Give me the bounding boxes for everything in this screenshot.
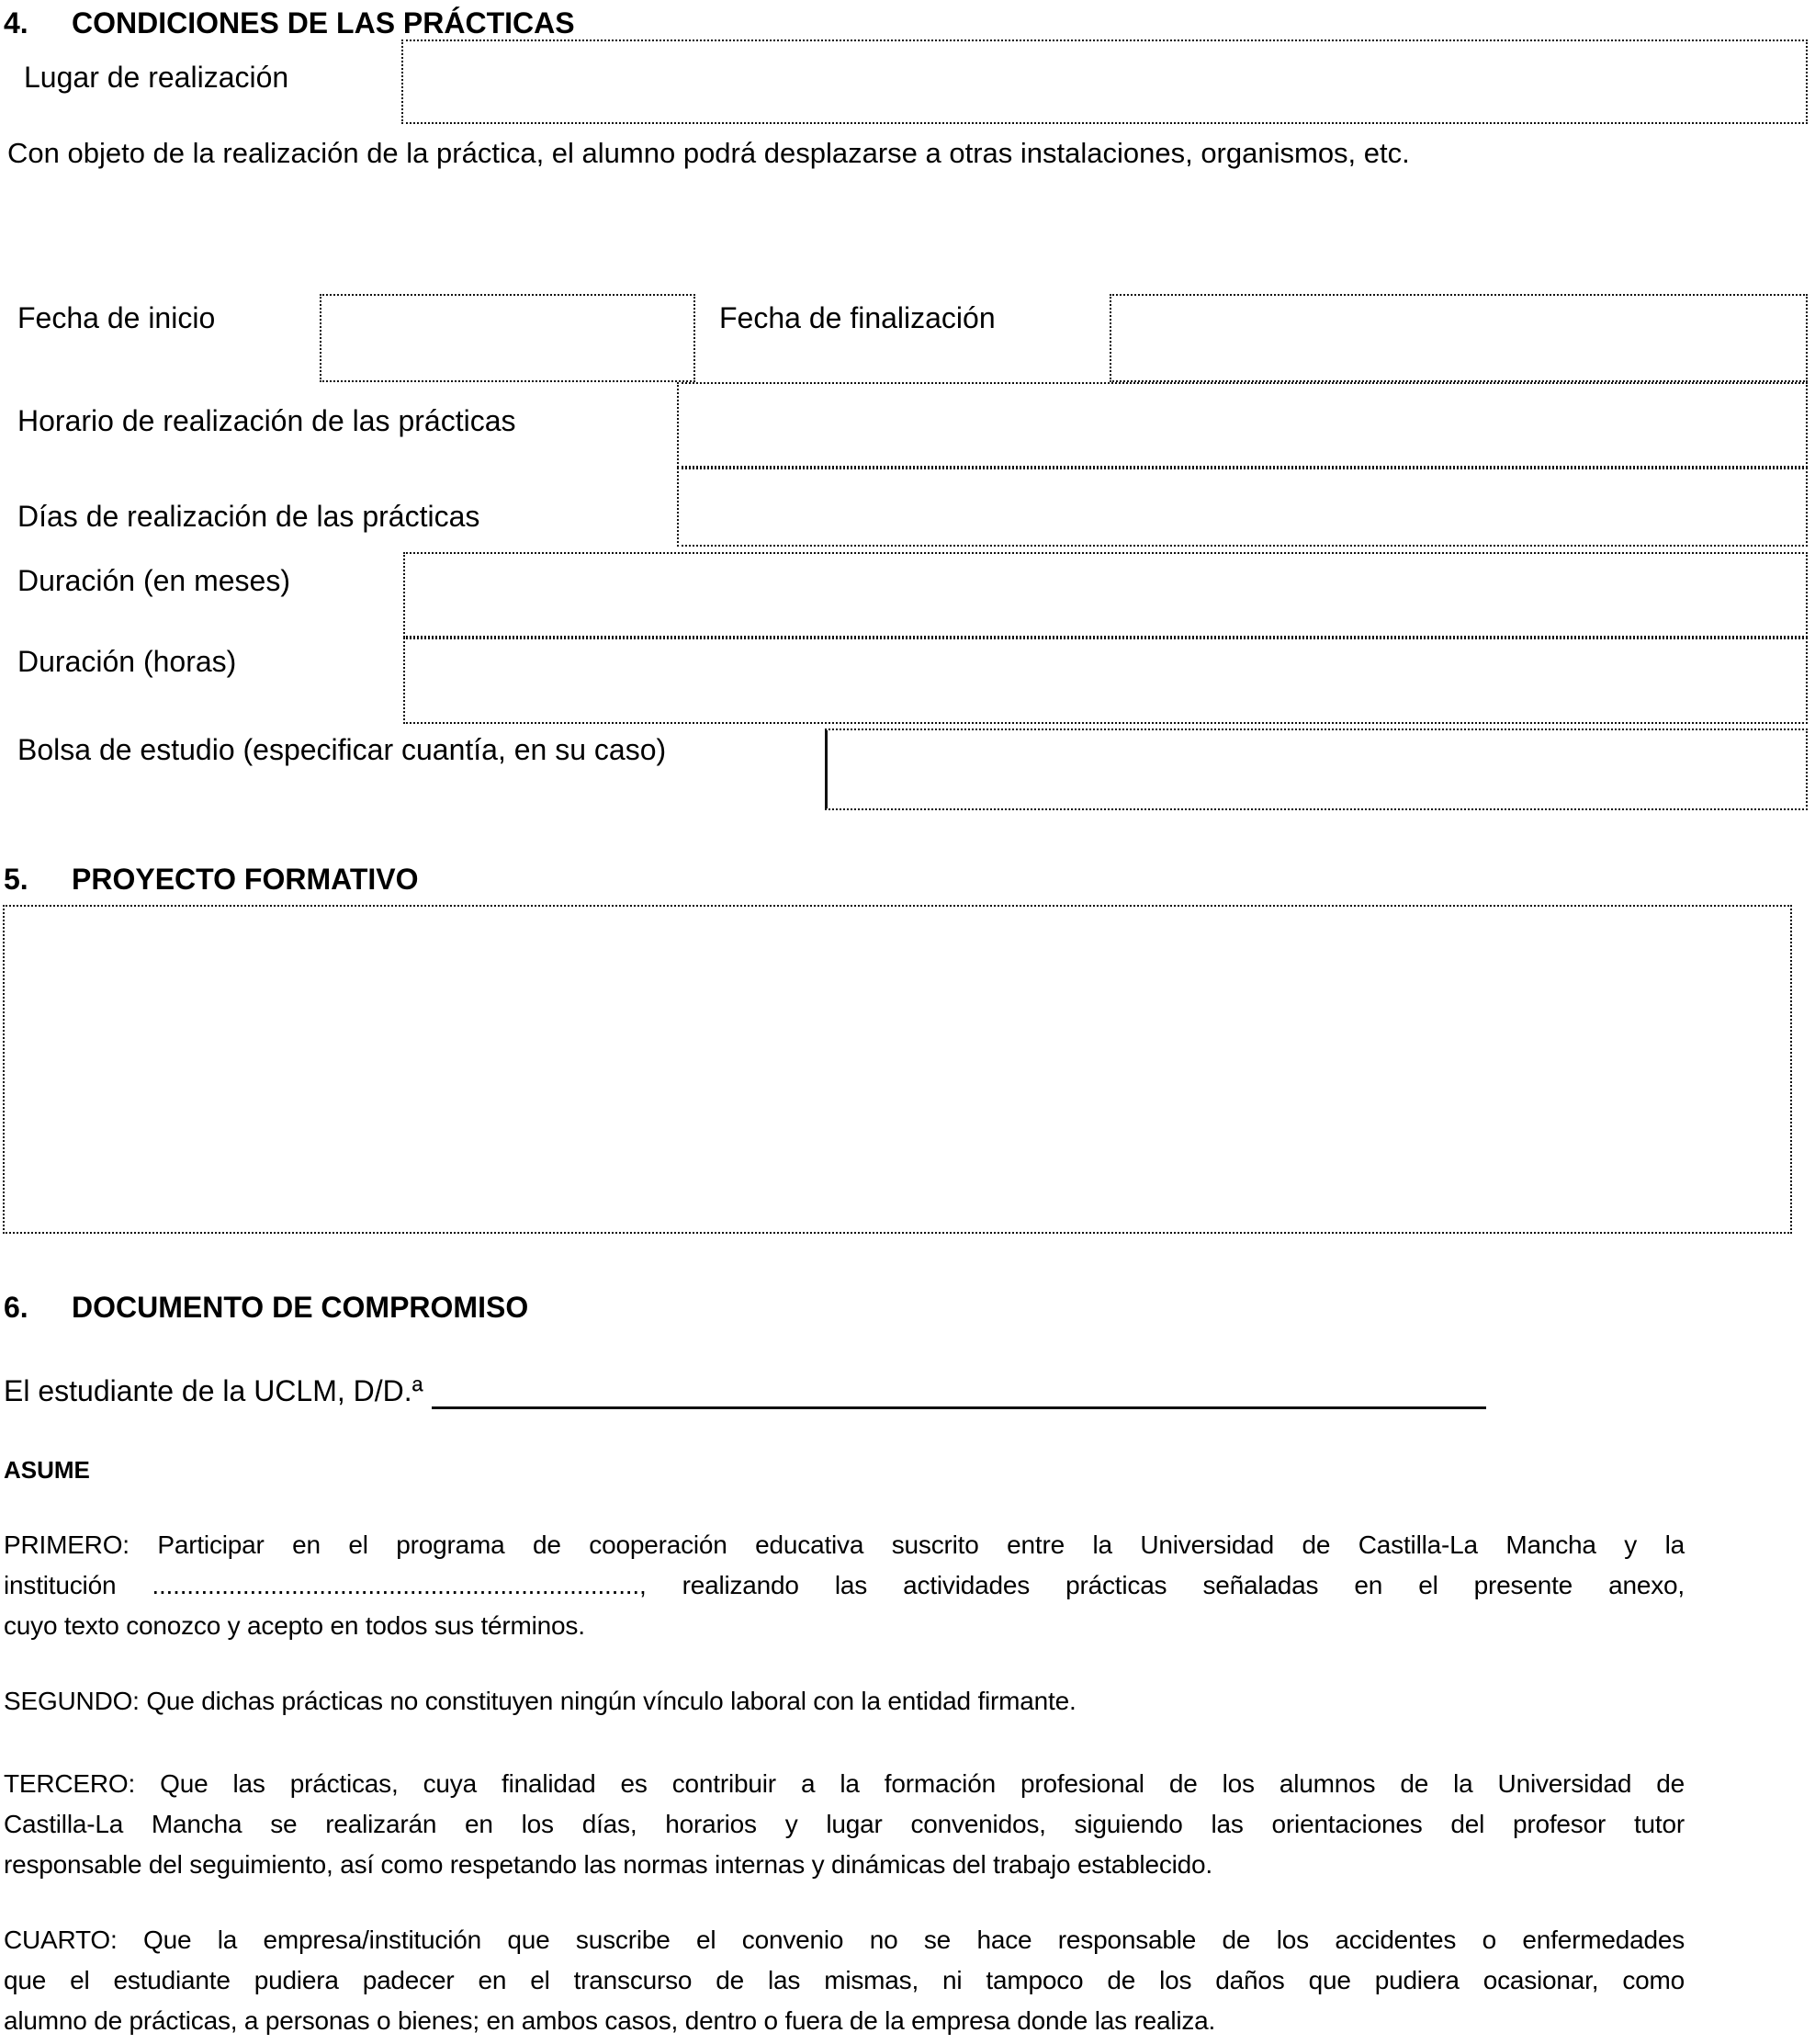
- input-box-bolsa[interactable]: [825, 728, 1808, 810]
- section4-title: CONDICIONES DE LAS PRÁCTICAS: [72, 6, 575, 40]
- input-box-fecha-inicio[interactable]: [320, 294, 695, 382]
- paragraph-line: TERCERO: Que las prácticas, cuya finalidad es contribuir a la formación profesional de los alumnos de la Universidad de: [4, 1769, 1685, 1798]
- section5-title: PROYECTO FORMATIVO: [72, 863, 419, 896]
- field-label-fecha-fin: Fecha de finalización: [719, 301, 996, 334]
- field-label-bolsa: Bolsa de estudio (especificar cuantía, en su caso): [17, 733, 667, 766]
- input-box-duracion-horas[interactable]: [403, 638, 1808, 724]
- field-label-duracion-horas: Duración (horas): [17, 645, 237, 678]
- input-box-fecha-fin[interactable]: [1110, 294, 1808, 382]
- paragraph-primero: [4, 1525, 1685, 1646]
- paragraph-line: alumno de prácticas, a personas o bienes; en ambos casos, dentro o fuera de la empresa donde las realiza.: [4, 2006, 1216, 2035]
- field-label-horario: Horario de realización de las prácticas: [17, 404, 516, 437]
- paragraph-line: institución ......................................................................, realizando las actividades prácticas señaladas en el presente anexo,: [4, 1571, 1685, 1599]
- field-label-dias: Días de realización de las prácticas: [17, 500, 480, 533]
- paragraph-line: Castilla-La Mancha se realizarán en los días, horarios y lugar convenidos, siguiendo las orientaciones del profesor tutor: [4, 1810, 1685, 1838]
- student-commitment-line: [4, 1372, 1486, 1409]
- paragraph-tercero: [4, 1764, 1685, 1885]
- section6-title: DOCUMENTO DE COMPROMISO: [72, 1291, 529, 1324]
- section4-heading: [4, 6, 575, 40]
- field-label-fecha-inicio: Fecha de inicio: [17, 301, 216, 334]
- section5-heading: [4, 862, 419, 897]
- section6-number: 6.: [4, 1291, 28, 1324]
- section6-heading: [4, 1290, 528, 1325]
- input-box-duracion-meses[interactable]: [403, 552, 1808, 638]
- input-box-dias[interactable]: [677, 468, 1808, 547]
- paragraph-line: que el estudiante pudiera padecer en el transcurso de las mismas, ni tampoco de los daños que pudiera ocasionar, como: [4, 1966, 1685, 1994]
- paragraph-cuarto: [4, 1920, 1685, 2041]
- paragraph-segundo: [4, 1681, 1685, 1722]
- input-box-horario[interactable]: [677, 382, 1808, 468]
- section4-number: 4.: [4, 6, 28, 40]
- signature-blank-line[interactable]: [432, 1375, 1486, 1409]
- student-line-label: El estudiante de la UCLM, D/D.ª: [4, 1374, 423, 1407]
- input-box-lugar[interactable]: [401, 40, 1808, 124]
- field-label-duracion-meses: Duración (en meses): [17, 564, 290, 597]
- paragraph-line: CUARTO: Que la empresa/institución que suscribe el convenio no se hace responsable de los accidentes o enfermedades: [4, 1925, 1685, 1954]
- asume-heading: ASUME: [4, 1456, 90, 1484]
- paragraph-line: SEGUNDO: Que dichas prácticas no constituyen ningún vínculo laboral con la entidad firmante.: [4, 1687, 1077, 1715]
- input-box-proyecto-formativo[interactable]: [3, 905, 1792, 1234]
- paragraph-line: responsable del seguimiento, así como respetando las normas internas y dinámicas del trabajo establecido.: [4, 1850, 1212, 1879]
- section5-number: 5.: [4, 863, 28, 896]
- field-label-lugar: Lugar de realización: [24, 61, 289, 94]
- paragraph-line: cuyo texto conozco y acepto en todos sus términos.: [4, 1611, 585, 1640]
- note-paragraph: Con objeto de la realización de la práctica, el alumno podrá desplazarse a otras instalaciones, organismos, etc.: [7, 137, 1410, 169]
- paragraph-line: PRIMERO: Participar en el programa de cooperación educativa suscrito entre la Universidad de Castilla-La Mancha y la: [4, 1530, 1685, 1559]
